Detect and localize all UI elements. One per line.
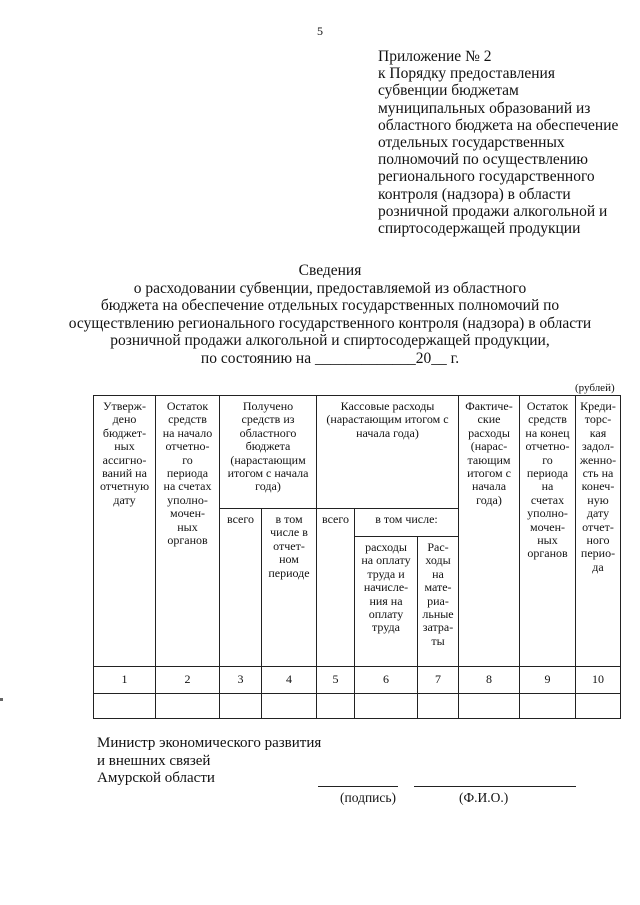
data-cell[interactable] xyxy=(262,694,317,719)
header-col-6: расходы на оплату труда и начисле- ния на оплату труда xyxy=(355,537,418,667)
header-col-4: в том числе в отчет- ном периоде xyxy=(262,509,317,667)
data-cell[interactable] xyxy=(94,694,156,719)
appendix-line: спиртосодержащей продукции xyxy=(378,220,581,238)
data-cell[interactable] xyxy=(576,694,621,719)
title-line: бюджета на обеспечение отдельных государственных полномочий по xyxy=(100,297,560,314)
signatory-line: Министр экономического развития xyxy=(97,735,322,751)
header-col-7: Рас- ходы на мате- риа- льные затра- ты xyxy=(418,537,459,667)
header-cash-expenses-group: Кассовые расходы (нарастающим итогом с начала года) xyxy=(317,396,459,509)
column-number-6: 6 xyxy=(355,667,418,694)
data-cell[interactable] xyxy=(459,694,520,719)
scan-mark xyxy=(0,698,3,701)
document-title-block xyxy=(60,262,600,367)
column-number-4: 4 xyxy=(262,667,317,694)
column-number-9: 9 xyxy=(520,667,576,694)
header-col-9: Остаток средств на конец отчетно- го периода на счетах уполно- мочен- ных органов xyxy=(520,396,576,667)
document-subtitle xyxy=(60,280,600,368)
column-numbers-row xyxy=(94,667,621,694)
data-cell[interactable] xyxy=(220,694,262,719)
header-col-5-total: всего xyxy=(317,509,355,667)
title-line: по состоянию на _____________20__ г. xyxy=(200,349,460,367)
signature-line[interactable] xyxy=(318,786,398,787)
data-cell[interactable] xyxy=(355,694,418,719)
signatory-line: Амурской области xyxy=(97,770,215,786)
appendix-line: отдельных государственных xyxy=(378,134,565,152)
data-cell[interactable] xyxy=(317,694,355,719)
header-col-10: Креди- торс- кая задол- женно- сть на конеч- ную дату отчет- ного перио- да xyxy=(576,396,621,667)
appendix-line: муниципальных образований из xyxy=(378,99,591,117)
signatory-line: и внешних связей xyxy=(97,752,211,769)
data-cell[interactable] xyxy=(418,694,459,719)
appendix-block xyxy=(378,48,628,237)
appendix-line: регионального государственного xyxy=(378,168,595,186)
header-col-2: Остаток средств на начало отчетно- го периода на счетах уполно- мочен- ных органов xyxy=(156,396,220,667)
signatory-block xyxy=(97,735,321,788)
header-col-8: Фактиче- ские расходы (нарас- тающим итогом с начала года) xyxy=(459,396,520,667)
data-cell[interactable] xyxy=(520,694,576,719)
title-line: о расходовании субвенции, предоставляемой из областного xyxy=(133,279,527,297)
report-table xyxy=(93,395,621,719)
column-number-5: 5 xyxy=(317,667,355,694)
column-number-1: 1 xyxy=(94,667,156,694)
document-heading: Сведения xyxy=(298,262,362,279)
units-label: (рублей) xyxy=(575,382,615,394)
column-number-7: 7 xyxy=(418,667,459,694)
appendix-line: областного бюджета на обеспечение xyxy=(378,116,619,134)
header-including: в том числе: xyxy=(355,509,459,537)
appendix-line: полномочий по осуществлению xyxy=(378,151,588,169)
appendix-line: к Порядку предоставления xyxy=(378,65,555,83)
name-line[interactable] xyxy=(414,786,576,787)
name-caption: (Ф.И.О.) xyxy=(459,790,509,805)
header-col-1: Утверж- дено бюджет- ных ассигно- ваний на отчетную дату xyxy=(94,396,156,667)
appendix-line: розничной продажи алкогольной и xyxy=(378,202,608,220)
appendix-line: Приложение № 2 xyxy=(378,48,492,65)
column-number-8: 8 xyxy=(459,667,520,694)
data-row xyxy=(94,694,621,719)
header-received-group: Получено средств из областного бюджета (нарастающим итогом с начала года) xyxy=(220,396,317,509)
appendix-line: контроля (надзора) в области xyxy=(378,185,571,203)
header-col-3-total: всего xyxy=(220,509,262,667)
title-line: розничной продажи алкогольной и спиртосодержащей продукции, xyxy=(110,332,550,349)
data-cell[interactable] xyxy=(156,694,220,719)
column-number-2: 2 xyxy=(156,667,220,694)
signature-caption: (подпись) xyxy=(340,790,397,805)
appendix-line: субвенции бюджетам xyxy=(378,82,519,100)
column-number-10: 10 xyxy=(576,667,621,694)
column-number-3: 3 xyxy=(220,667,262,694)
page-number: 5 xyxy=(317,24,323,38)
title-line: осуществлению регионального государственного контроля (надзора) в области xyxy=(68,314,592,332)
